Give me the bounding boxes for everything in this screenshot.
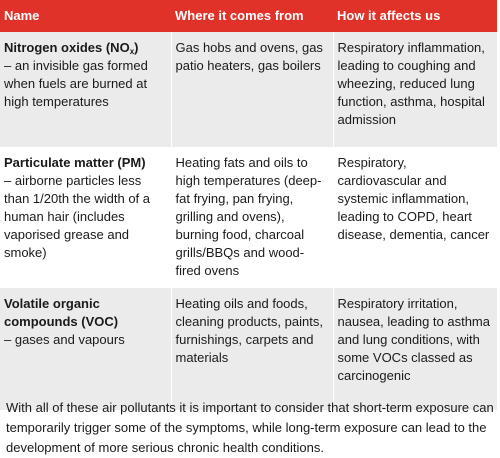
pollutant-name-cell — [0, 32, 171, 147]
pollutant-name-cell — [0, 147, 171, 288]
pollutant-name — [4, 40, 138, 55]
table-row — [0, 147, 497, 288]
table-body — [0, 32, 497, 410]
pollutant-description: – an invisible gas formed when fuels are burned at high temperatures — [4, 58, 148, 109]
pollutant-name: Particulate matter (PM) — [4, 155, 146, 170]
pollutant-source: Heating fats and oils to high temperatures (deep-fat frying, pan frying, grilling and ovens), burning food, charcoal grills/BBQs and wood-fired ovens — [171, 147, 333, 288]
pollutant-name-cell — [0, 288, 171, 410]
header-row — [0, 0, 497, 32]
pollutant-name-text: Nitrogen oxides (NO — [4, 40, 130, 55]
footnote-text: With all of these air pollutants it is important to consider that short-term exposure can temporarily trigger some of the symptoms, while long-term exposure can lead to the development of more serious chronic health conditions. — [6, 400, 494, 455]
pollutant-description: – airborne particles less than 1/20th the width of a human hair (includes vaporised grease and smoke) — [4, 173, 150, 260]
table-row — [0, 32, 497, 147]
pollutant-name: Volatile organic compounds (VOC) — [4, 296, 119, 329]
header-effect: How it affects us — [333, 0, 497, 32]
table-header — [0, 0, 497, 32]
pollutant-effect: Respiratory, cardiovascular and systemic inflammation, leading to COPD, heart disease, dementia, cancer — [333, 147, 497, 288]
pollutant-effect: Respiratory irritation, nausea, leading to asthma and lung conditions, with some VOCs classed as carcinogenic — [333, 288, 497, 410]
pollutant-name-close: ) — [134, 40, 139, 55]
pollutant-description: – gases and vapours — [4, 332, 125, 347]
pollutant-effect: Respiratory inflammation, leading to coughing and wheezing, reduced lung function, asthma, hospital admission — [333, 32, 497, 147]
header-source: Where it comes from — [171, 0, 333, 32]
table-row — [0, 288, 497, 410]
pollutant-name-subscript: x — [129, 47, 135, 56]
pollutant-source: Gas hobs and ovens, gas patio heaters, gas boilers — [171, 32, 333, 147]
pollutant-source: Heating oils and foods, cleaning products, paints, furnishings, carpets and materials — [171, 288, 333, 410]
header-name: Name — [0, 0, 171, 32]
